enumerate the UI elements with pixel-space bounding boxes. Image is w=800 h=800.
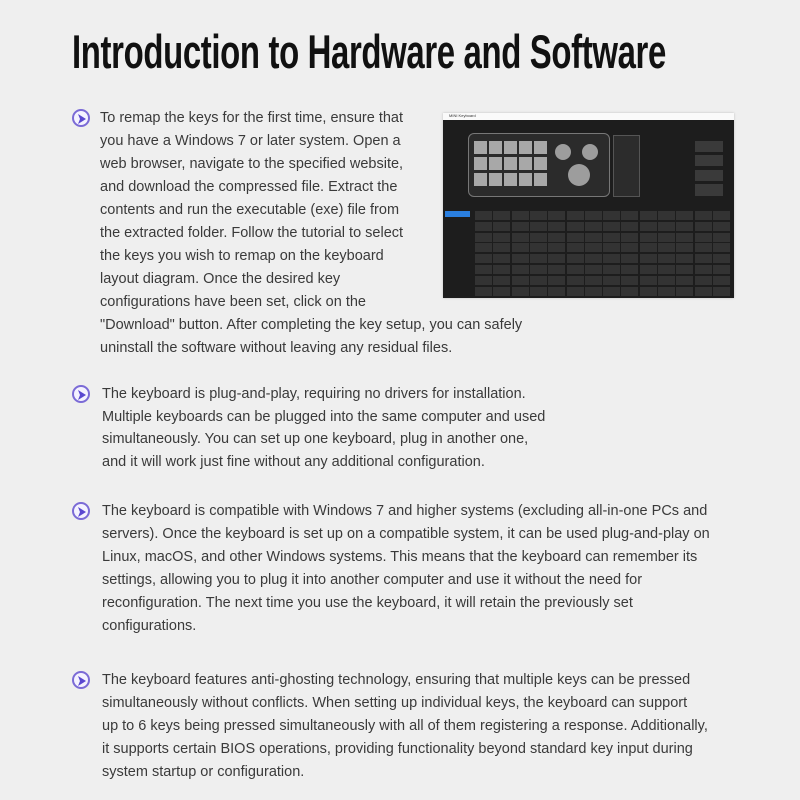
keyboard-key (695, 276, 712, 285)
keyboard-key (658, 222, 675, 231)
keyboard-key (603, 243, 620, 252)
keyboard-key (530, 222, 547, 231)
keyboard-key (621, 254, 638, 263)
paragraph-line: simultaneously without conflicts. When setting up individual keys, the keyboard can support (102, 695, 688, 711)
keyboard-key (567, 233, 584, 242)
macro-key (534, 157, 547, 170)
keyboard-key (567, 287, 584, 296)
keyboard-key (658, 243, 675, 252)
keyboard-key (603, 233, 620, 242)
macro-key (519, 173, 532, 186)
keyboard-key (676, 211, 693, 220)
keyboard-key (493, 243, 510, 252)
keyboard-key (713, 265, 730, 274)
keyboard-key (658, 276, 675, 285)
paragraph-line: The keyboard is compatible with Windows 7 and higher systems (excluding all-in-one PCs and (102, 503, 708, 519)
keyboard-key (621, 287, 638, 296)
keyboard-key (512, 243, 529, 252)
keyboard-key (603, 276, 620, 285)
macro-key (534, 173, 547, 186)
keyboard-key (585, 254, 602, 263)
keyboard-key (475, 265, 492, 274)
keyboard-key (676, 276, 693, 285)
keyboard-key (530, 287, 547, 296)
keyboard-key (676, 265, 693, 274)
keyboard-key (676, 287, 693, 296)
keyboard-key (658, 233, 675, 242)
keyboard-key (585, 233, 602, 242)
keyboard-key (493, 222, 510, 231)
window-titlebar (443, 113, 734, 120)
keyboard-key (713, 287, 730, 296)
paragraph-line: the keys you wish to remap on the keyboard (100, 248, 384, 264)
keyboard-key (512, 276, 529, 285)
download-button (695, 184, 723, 196)
paragraph-line: Multiple keyboards can be plugged into the same computer and used (102, 408, 546, 425)
macro-key (534, 141, 547, 154)
keyboard-key (475, 254, 492, 263)
arrow-bullet-icon (72, 502, 90, 520)
knob (555, 144, 571, 160)
keyboard-key (658, 287, 675, 296)
side-button (695, 155, 723, 166)
macro-key (474, 141, 487, 154)
paragraph-line: simultaneously. You can set up one keyboard, plug in another one, (102, 431, 529, 448)
keyboard-key (676, 243, 693, 252)
keyboard-key (713, 243, 730, 252)
keyboard-key (640, 222, 657, 231)
keyboard-key (640, 276, 657, 285)
keyboard-key (567, 265, 584, 274)
keyboard-key (493, 254, 510, 263)
keyboard-key (475, 243, 492, 252)
paragraph-line: and it will work just fine without any additional configuration. (102, 454, 485, 471)
keyboard-key (658, 265, 675, 274)
keyboard-key (567, 243, 584, 252)
keyboard-key (493, 276, 510, 285)
keyboard-key (567, 254, 584, 263)
keyboard-key (548, 265, 565, 274)
keyboard-key (603, 222, 620, 231)
keyboard-key (585, 276, 602, 285)
keyboard-key (621, 265, 638, 274)
keyboard-key (621, 211, 638, 220)
keyboard-key (530, 265, 547, 274)
arrow-bullet-icon (72, 109, 90, 127)
paragraph-line: configurations. (102, 618, 197, 634)
paragraph-line: system startup or configuration. (102, 764, 305, 780)
keyboard-key (603, 265, 620, 274)
keyboard-key (585, 265, 602, 274)
keyboard-key (567, 276, 584, 285)
paragraph-line: uninstall the software without leaving any residual files. (100, 340, 453, 356)
keyboard-key (493, 287, 510, 296)
keyboard-key (640, 243, 657, 252)
keyboard-key (530, 276, 547, 285)
paragraph-line: layout diagram. Once the desired key (100, 271, 341, 287)
paragraph-line: To remap the keys for the first time, ensure that (100, 110, 404, 126)
keyboard-key (713, 222, 730, 231)
keyboard-key (475, 233, 492, 242)
keyboard-key (676, 254, 693, 263)
keyboard-key (475, 211, 492, 220)
paragraph-line: up to 6 keys being pressed simultaneously with all of them registering a response. Additionally, (102, 718, 708, 734)
keyboard-key (603, 287, 620, 296)
keyboard-key (695, 243, 712, 252)
macro-key (504, 141, 517, 154)
keyboard-key (621, 222, 638, 231)
keyboard-key (713, 211, 730, 220)
side-button (695, 170, 723, 181)
page-title: Introduction to Hardware and Software (72, 25, 666, 78)
macro-key (474, 173, 487, 186)
keyboard-key (567, 211, 584, 220)
keyboard-key (548, 276, 565, 285)
keyboard-key (676, 233, 693, 242)
paragraph-line: you have a Windows 7 or later system. Open a (100, 133, 401, 149)
window-title: MINI Keyboard (449, 113, 476, 118)
keyboard-key (548, 222, 565, 231)
paragraph-line: servers). Once the keyboard is set up on a compatible system, it can be used plug-and-play on (102, 526, 710, 542)
keyboard-key (695, 265, 712, 274)
paragraph-line: settings, allowing you to plug it into another computer and use it without the need for (102, 572, 643, 588)
paragraph-line: and download the compressed file. Extract the (100, 179, 398, 195)
paragraph-line: The keyboard features anti-ghosting technology, ensuring that multiple keys can be pressed (102, 672, 691, 688)
keyboard-key (695, 233, 712, 242)
keyboard-key (585, 287, 602, 296)
macro-key (519, 157, 532, 170)
keyboard-key (548, 287, 565, 296)
keyboard-key (512, 254, 529, 263)
macro-key (504, 173, 517, 186)
keyboard-key (548, 211, 565, 220)
keyboard-key (530, 254, 547, 263)
keyboard-key (640, 287, 657, 296)
keyboard-key (640, 233, 657, 242)
side-button (695, 141, 723, 152)
keyboard-key (530, 233, 547, 242)
keyboard-key (658, 211, 675, 220)
keypad-diagram (468, 133, 610, 197)
paragraph-line: The keyboard is plug-and-play, requiring no drivers for installation. (102, 386, 526, 402)
keyboard-key (548, 233, 565, 242)
keyboard-key (475, 276, 492, 285)
macro-key (474, 157, 487, 170)
keyboard-key (475, 287, 492, 296)
keyboard-key (713, 233, 730, 242)
paragraph-line: contents and run the executable (exe) file from (100, 202, 400, 218)
keyboard-key (695, 222, 712, 231)
paragraph-line: configurations have been set, click on the (100, 294, 366, 310)
arrow-bullet-icon (72, 671, 90, 689)
paragraph-line: the extracted folder. Follow the tutorial to select (100, 225, 404, 241)
keyboard-key (621, 243, 638, 252)
keyboard-key (640, 265, 657, 274)
macro-key (489, 157, 502, 170)
macro-key (519, 141, 532, 154)
keyboard-key (640, 254, 657, 263)
keyboard-key (493, 211, 510, 220)
keyboard-key (475, 222, 492, 231)
knob (582, 144, 598, 160)
keyboard-key (512, 222, 529, 231)
keyboard-key (585, 211, 602, 220)
keyboard-key (695, 211, 712, 220)
keyboard-key (585, 222, 602, 231)
sidebar-tab (445, 211, 470, 217)
keyboard-key (512, 233, 529, 242)
keyboard-key (695, 287, 712, 296)
touchpad-area (613, 135, 640, 197)
keyboard-key (493, 265, 510, 274)
paragraph-line: it supports certain BIOS operations, providing functionality beyond standard key input during (102, 741, 693, 757)
macro-key (504, 157, 517, 170)
keyboard-key (548, 254, 565, 263)
software-screenshot (443, 113, 734, 298)
keyboard-key (512, 211, 529, 220)
keyboard-key (621, 233, 638, 242)
keyboard-key (512, 287, 529, 296)
arrow-bullet-icon (72, 385, 90, 403)
keyboard-key (621, 276, 638, 285)
macro-key (489, 141, 502, 154)
knob (568, 164, 590, 186)
paragraph-line: reconfiguration. The next time you use the keyboard, it will retain the previously set (102, 595, 633, 611)
keyboard-key (713, 254, 730, 263)
keyboard-key (676, 222, 693, 231)
paragraph-line: web browser, navigate to the specified website, (100, 156, 404, 172)
paragraph-line: "Download" button. After completing the key setup, you can safely (100, 317, 523, 333)
keyboard-key (530, 243, 547, 252)
keyboard-key (695, 254, 712, 263)
keyboard-key (603, 254, 620, 263)
macro-key (489, 173, 502, 186)
keyboard-key (548, 243, 565, 252)
keyboard-key (493, 233, 510, 242)
keyboard-key (530, 211, 547, 220)
keyboard-key (512, 265, 529, 274)
keyboard-key (713, 276, 730, 285)
keyboard-key (585, 243, 602, 252)
keyboard-key (603, 211, 620, 220)
paragraph-line: Linux, macOS, and other Windows systems. This means that the keyboard can remember its (102, 549, 698, 565)
keyboard-key (640, 211, 657, 220)
keyboard-key (658, 254, 675, 263)
keyboard-key (567, 222, 584, 231)
